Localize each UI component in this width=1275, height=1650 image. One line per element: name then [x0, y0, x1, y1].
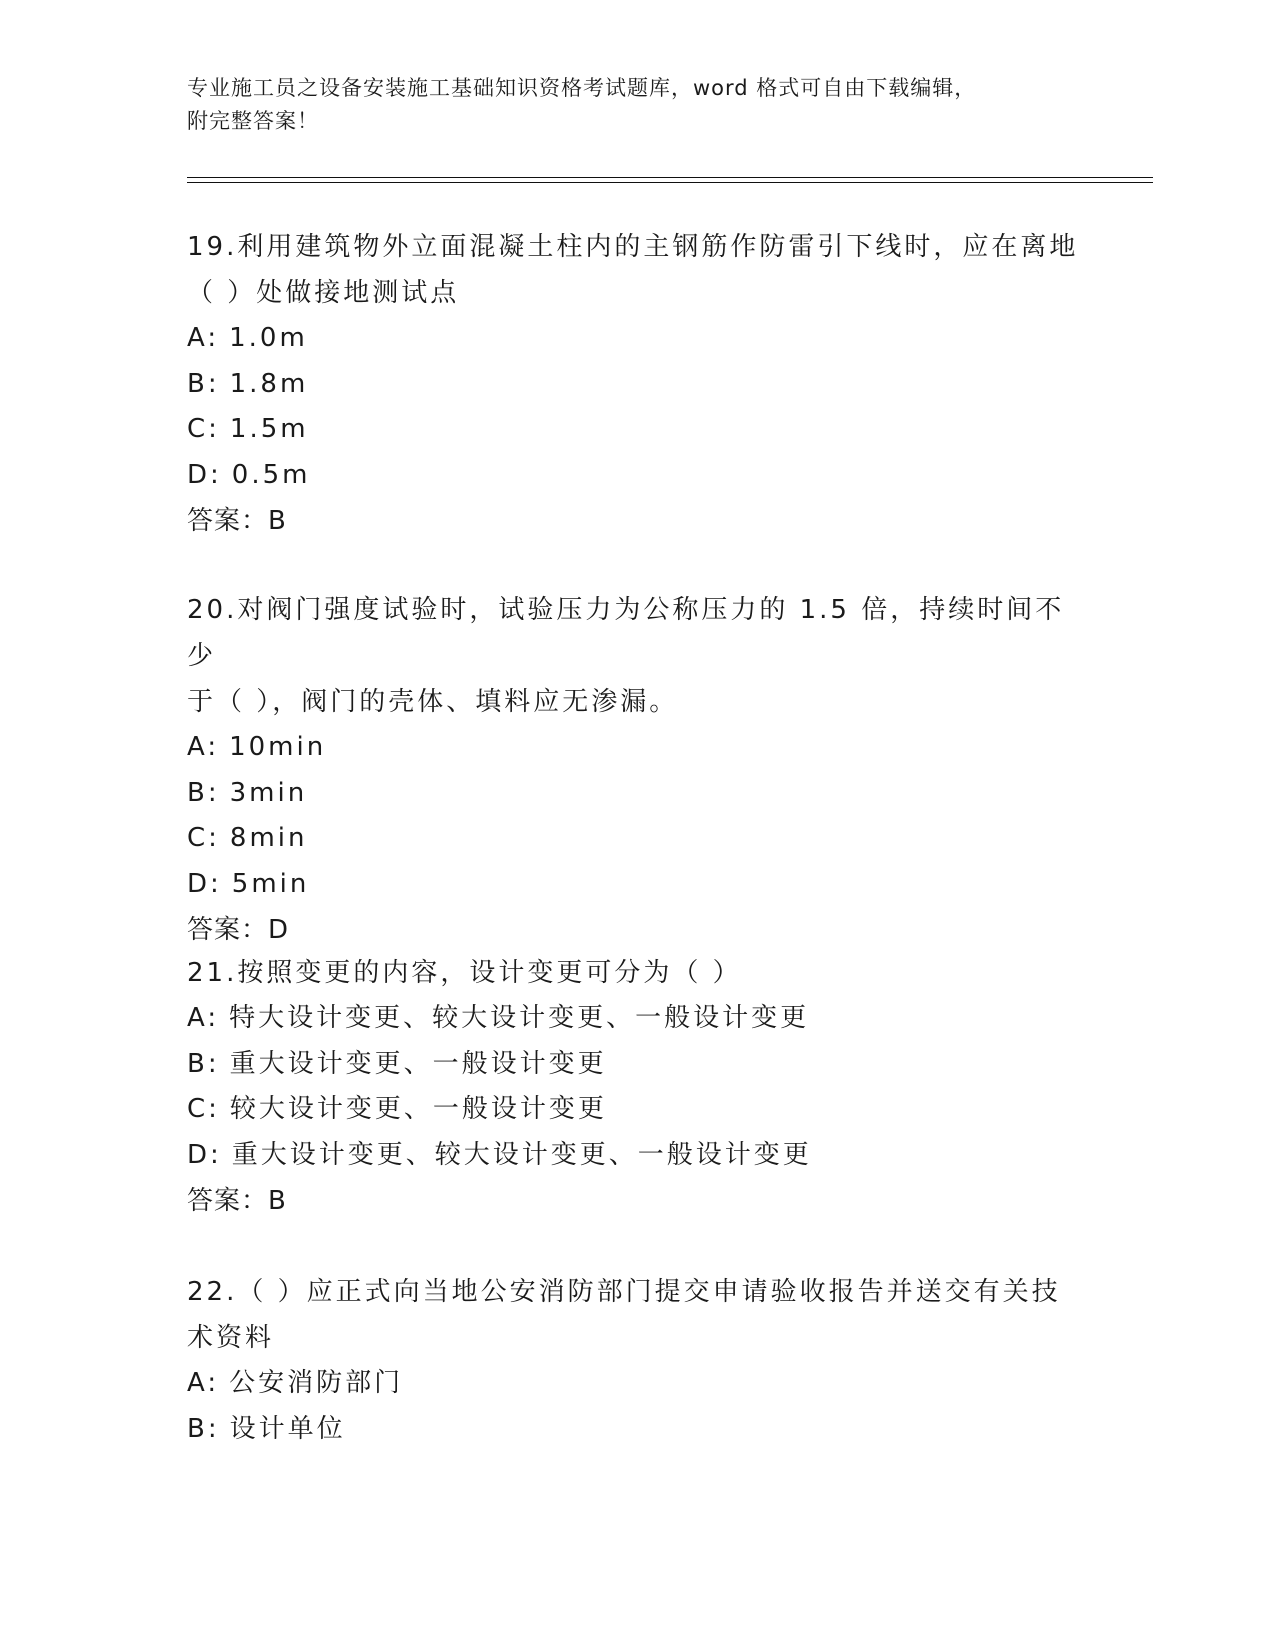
question-stem-line: 19.利用建筑物外立面混凝土柱内的主钢筋作防雷引下线时，应在离地	[187, 232, 1079, 262]
option-text: 重大设计变更、较大设计变更、一般设计变更	[231, 1139, 812, 1170]
answer	[187, 1178, 1087, 1224]
question-20	[187, 587, 1087, 953]
option-c	[187, 816, 1087, 862]
answer	[187, 907, 1087, 953]
option-label: C:	[187, 414, 220, 444]
answer-value: B	[268, 506, 287, 536]
option-label: A:	[187, 1003, 220, 1033]
option-text: 10min	[229, 732, 327, 762]
answer-value: D	[268, 915, 290, 945]
option-label: C:	[187, 1094, 220, 1124]
option-text: 设计单位	[229, 1413, 346, 1444]
option-d	[187, 862, 1087, 908]
option-a	[187, 996, 1087, 1042]
option-label: C:	[187, 823, 220, 853]
option-text: 1.8m	[229, 368, 309, 399]
header-line-1: 专业施工员之设备安装施工基础知识资格考试题库，word 格式可自由下载编辑，	[187, 76, 977, 100]
option-label: B:	[187, 1048, 220, 1079]
question-stem-line: 于（ ），阀门的壳体、填料应无渗漏。	[187, 687, 679, 717]
option-text: 较大设计变更、一般设计变更	[229, 1094, 607, 1124]
option-label: D:	[187, 459, 222, 490]
option-d	[187, 453, 1087, 499]
header-divider-top	[187, 177, 1153, 178]
option-text: 0.5m	[231, 459, 311, 490]
option-label: B:	[187, 368, 220, 399]
question-stem-line: （ ）处做接地测试点	[187, 278, 460, 308]
option-b	[187, 1042, 1087, 1088]
header-line-2: 附完整答案！	[187, 109, 319, 133]
option-label: D:	[187, 1139, 222, 1170]
answer	[187, 498, 1087, 544]
option-d	[187, 1133, 1087, 1179]
option-c	[187, 407, 1087, 453]
option-text: 重大设计变更、一般设计变更	[229, 1048, 607, 1079]
option-label: D:	[187, 868, 222, 899]
option-b	[187, 1407, 1087, 1453]
option-a	[187, 1361, 1087, 1407]
answer-label: 答案：	[187, 915, 269, 945]
option-label: A:	[187, 323, 220, 353]
question-stem-line: 22.（ ）应正式向当地公安消防部门提交申请验收报告并送交有关技	[187, 1277, 1061, 1307]
option-b	[187, 362, 1087, 408]
option-text: 1.5m	[229, 414, 309, 444]
answer-label: 答案：	[187, 1186, 269, 1216]
option-text: 8min	[229, 823, 308, 853]
answer-value: B	[268, 1186, 287, 1216]
option-text: 5min	[231, 868, 310, 899]
option-c	[187, 1087, 1087, 1133]
document-header	[187, 72, 1087, 138]
option-text: 3min	[229, 777, 308, 808]
option-label: B:	[187, 777, 220, 808]
question-21	[187, 950, 1087, 1224]
header-divider-bottom	[187, 182, 1153, 183]
option-a	[187, 725, 1087, 771]
option-text: 公安消防部门	[229, 1368, 404, 1398]
option-b	[187, 771, 1087, 817]
question-stem-line: 20.对阀门强度试验时，试验压力为公称压力的 1.5 倍，持续时间不少	[187, 595, 1065, 671]
question-stem-line: 21.按照变更的内容，设计变更可分为（ ）	[187, 958, 742, 988]
question-19	[187, 224, 1087, 544]
option-label: B:	[187, 1413, 220, 1444]
option-label: A:	[187, 1368, 220, 1398]
option-text: 特大设计变更、较大设计变更、一般设计变更	[229, 1003, 810, 1033]
question-stem-line: 术资料	[187, 1323, 275, 1353]
question-22	[187, 1269, 1087, 1452]
option-label: A:	[187, 732, 220, 762]
option-a	[187, 316, 1087, 362]
option-text: 1.0m	[229, 323, 308, 353]
answer-label: 答案：	[187, 506, 269, 536]
